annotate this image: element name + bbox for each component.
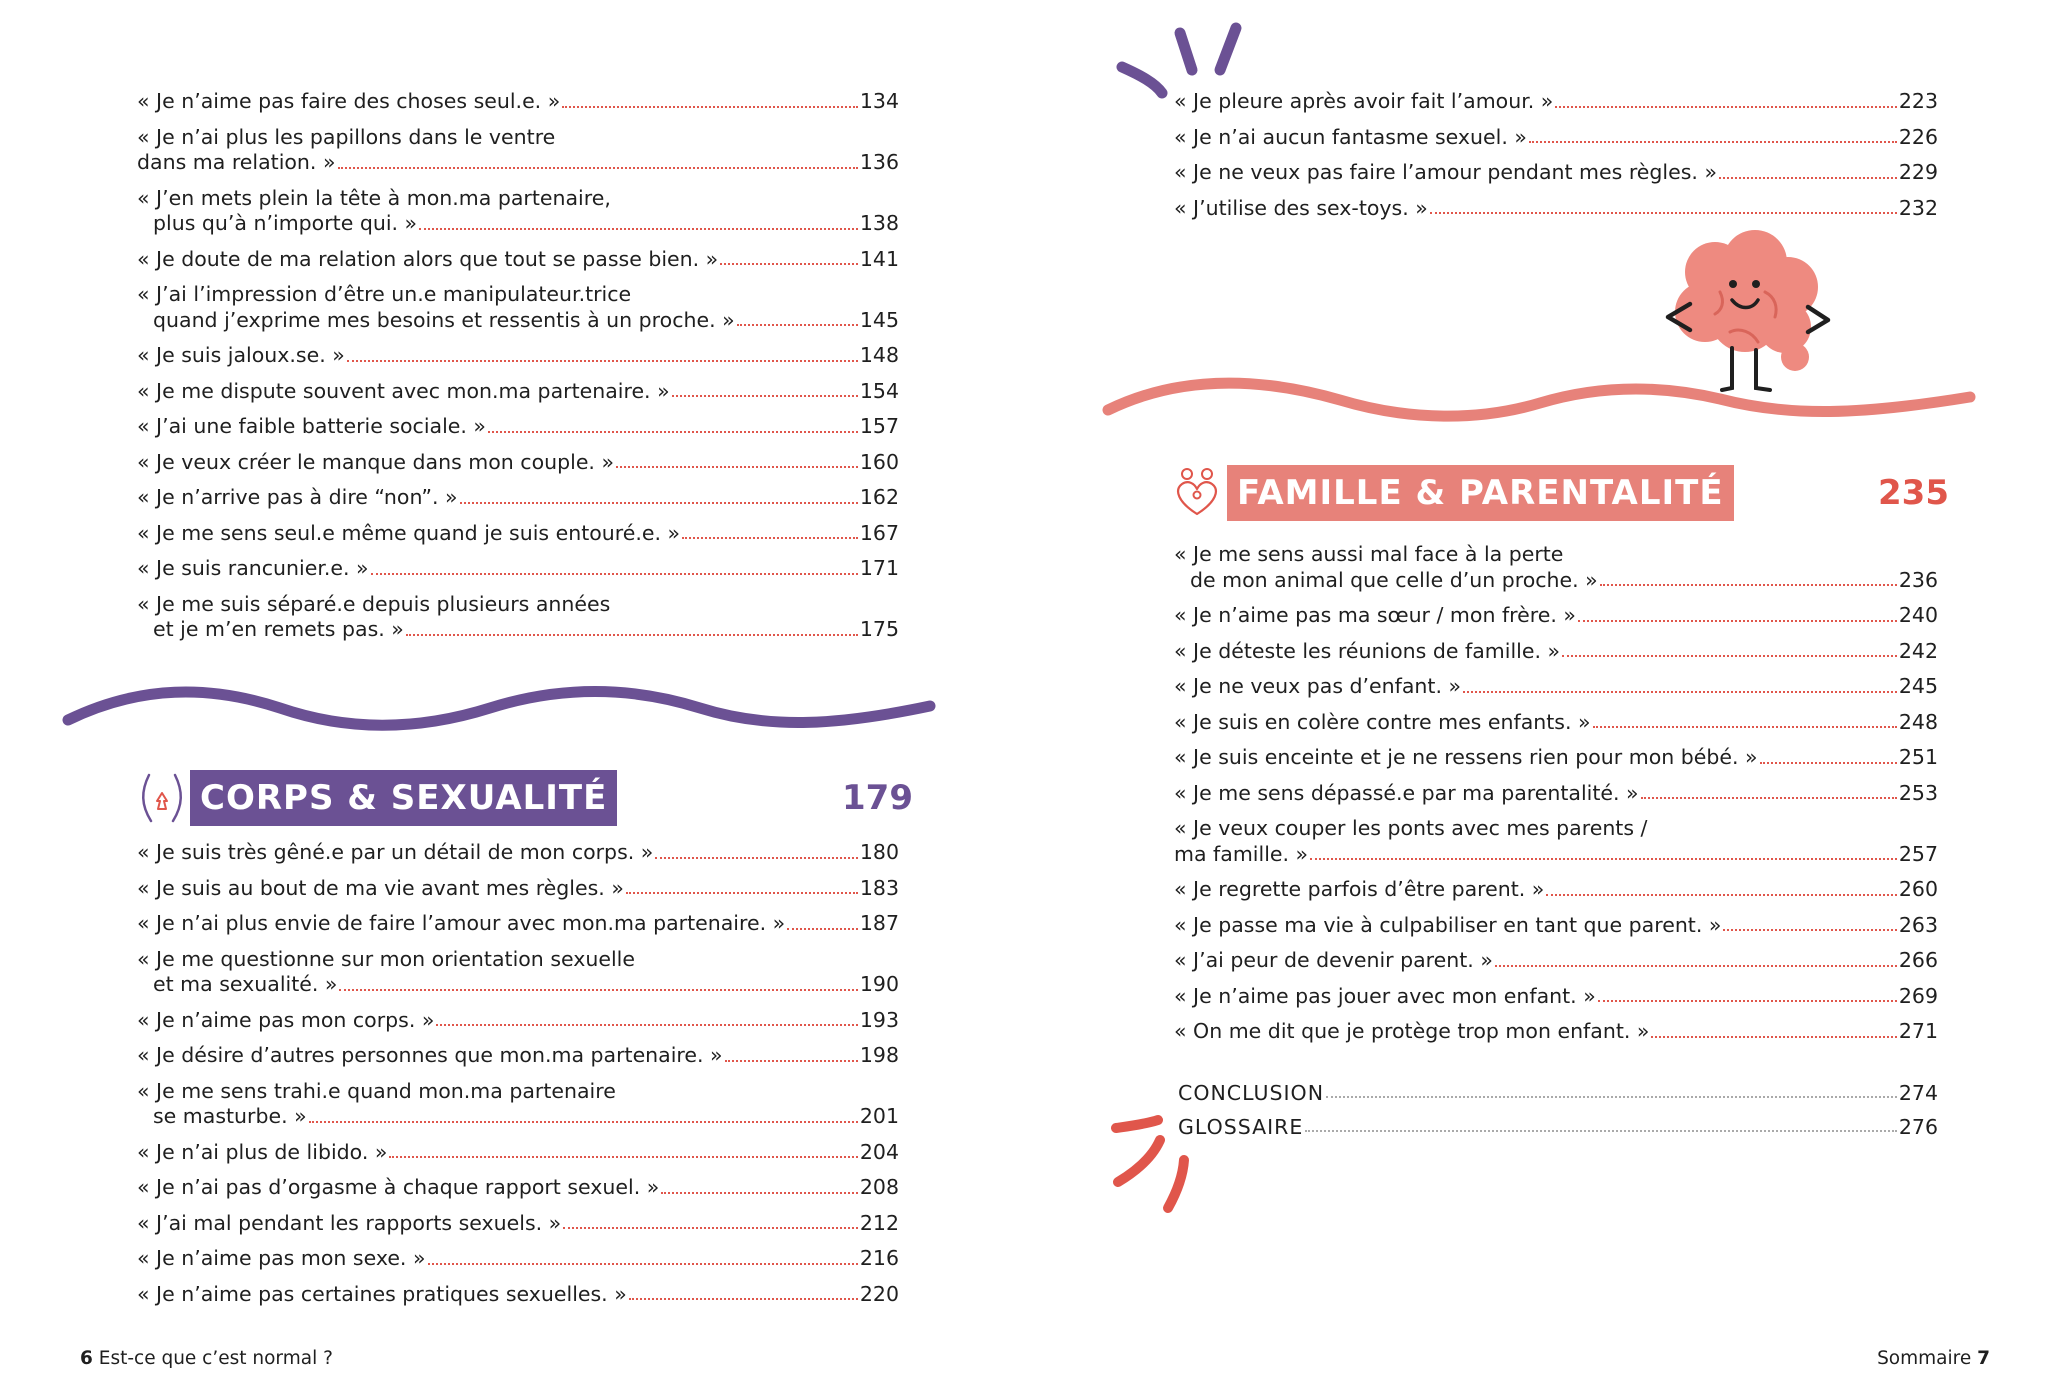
body-silhouette-icon — [137, 771, 187, 825]
page-number: 141 — [859, 246, 899, 271]
page-number: 204 — [859, 1139, 899, 1164]
toc-entry[interactable]: « Je désire d’autres personnes que mon.ma partenaire. » 198 — [137, 1043, 899, 1067]
page-number: 263 — [1898, 912, 1938, 937]
page-number: 240 — [1898, 603, 1938, 627]
purple-wave-divider — [60, 680, 940, 740]
book-title: Est-ce que c’est normal ? — [98, 1348, 333, 1369]
toc-entry[interactable]: « J’ai peur de devenir parent. » 266 — [1174, 948, 1938, 972]
toc-entry-conclusion[interactable]: CONCLUSION 274 — [1178, 1081, 1938, 1105]
toc-entry[interactable]: « Je veux créer le manque dans mon couple. » 160 — [137, 449, 899, 474]
toc-entry[interactable]: « On me dit que je protège trop mon enfant. » 271 — [1174, 1019, 1938, 1043]
toc-entry[interactable]: « Je suis jaloux.se. » 148 — [137, 343, 899, 367]
page-number: 198 — [859, 1043, 899, 1067]
page-number: 167 — [859, 520, 899, 545]
toc-entry[interactable]: « Je passe ma vie à culpabiliser en tant que parent. » 263 — [1174, 912, 1938, 937]
toc-entry[interactable]: « Je suis enceinte et je ne ressens rien pour mon bébé. » 251 — [1174, 745, 1938, 769]
toc-entry[interactable]: « Je me sens seul.e même quand je suis entouré.e. » 167 — [137, 520, 899, 545]
page-number: 266 — [1898, 948, 1938, 972]
toc-entry[interactable]: « Je me sens dépassé.e par ma parentalité. » 253 — [1174, 780, 1938, 805]
toc-entry[interactable]: « J’ai mal pendant les rapports sexuels. » 212 — [137, 1210, 899, 1235]
section-page-number: 179 — [842, 778, 913, 818]
toc-famille — [1174, 542, 1938, 1045]
coral-wave-divider — [1100, 375, 1980, 435]
toc-corps-continued — [1174, 89, 1938, 221]
section-name: Sommaire — [1877, 1348, 1972, 1369]
toc-entry[interactable]: « Je n’ai plus envie de faire l’amour avec mon.ma partenaire. » 187 — [137, 911, 899, 935]
toc-entry[interactable]: « Je suis rancunier.e. » 171 — [137, 556, 899, 580]
page-number: 271 — [1898, 1019, 1938, 1043]
page-number: 201 — [859, 1104, 899, 1128]
toc-relationships — [137, 89, 899, 643]
toc-entry[interactable]: « J’ai l’impression d’être un.e manipulateur.trice quand j’exprime mes besoins et ressentis à un proche. » 145 — [137, 282, 899, 332]
toc-corps — [137, 840, 899, 1307]
toc-entry[interactable]: « Je suis au bout de ma vie avant mes règles. » 183 — [137, 875, 899, 900]
brain-mascot-icon — [1660, 232, 1840, 397]
page-number: 269 — [1898, 983, 1938, 1008]
toc-entry[interactable]: « Je n’ai aucun fantasme sexuel. » 226 — [1174, 124, 1938, 149]
page-number: 242 — [1898, 638, 1938, 663]
toc-entry[interactable]: « Je n’aime pas mon sexe. » 216 — [137, 1246, 899, 1270]
page-number: 138 — [859, 211, 899, 235]
page-number: 245 — [1898, 674, 1938, 698]
toc-entry[interactable]: « Je n’aime pas faire des choses seul.e. » 134 — [137, 89, 899, 113]
page-number: 190 — [859, 972, 899, 996]
toc-entry[interactable]: « J’utilise des sex-toys. » 232 — [1174, 195, 1938, 220]
toc-entry[interactable]: « J’ai une faible batterie sociale. » 157 — [137, 414, 899, 438]
toc-entry[interactable]: « Je me questionne sur mon orientation sexuelle et ma sexualité. » 190 — [137, 946, 899, 996]
toc-entry[interactable]: « Je n’ai pas d’orgasme à chaque rapport sexuel. » 208 — [137, 1175, 899, 1199]
section-page-number: 235 — [1878, 473, 1949, 513]
toc-entry[interactable]: « Je me sens trahi.e quand mon.ma partenaire se masturbe. » 201 — [137, 1078, 899, 1128]
toc-entry[interactable]: « Je n’arrive pas à dire “non”. » 162 — [137, 485, 899, 509]
page-number: 162 — [859, 485, 899, 509]
page-number-right: 7 — [1977, 1348, 1990, 1369]
toc-entry[interactable]: « Je suis très gêné.e par un détail de mon corps. » 180 — [137, 840, 899, 864]
page-number: 248 — [1898, 709, 1938, 734]
toc-entry[interactable]: « Je suis en colère contre mes enfants. » 248 — [1174, 709, 1938, 734]
section-title: FAMILLE & PARENTALITÉ — [1227, 465, 1734, 521]
page-number: 183 — [859, 875, 899, 900]
page-number: 260 — [1898, 877, 1938, 901]
toc-entry[interactable]: « Je me dispute souvent avec mon.ma partenaire. » 154 — [137, 378, 899, 403]
page-number: 274 — [1898, 1081, 1938, 1105]
purple-accent-strokes — [1110, 15, 1260, 95]
page-number: 157 — [859, 414, 899, 438]
family-heart-icon — [1172, 466, 1222, 520]
page-number: 226 — [1898, 124, 1938, 149]
left-footer — [80, 1348, 333, 1369]
page-number: 216 — [859, 1246, 899, 1270]
page-number: 136 — [859, 150, 899, 174]
page-number: 229 — [1898, 160, 1938, 184]
section-header-corps[interactable] — [137, 770, 617, 826]
page-number: 180 — [859, 840, 899, 864]
toc-entry-glossaire[interactable]: GLOSSAIRE 276 — [1178, 1115, 1938, 1139]
page-number: 175 — [859, 617, 899, 641]
page-number: 148 — [859, 343, 899, 367]
page-number: 134 — [859, 89, 899, 113]
toc-entry[interactable]: « Je veux couper les ponts avec mes parents / ma famille. » 257 — [1174, 816, 1938, 866]
toc-extras — [1178, 1081, 1938, 1139]
page-number: 232 — [1898, 195, 1938, 220]
page-number: 223 — [1898, 89, 1938, 113]
page-number: 257 — [1898, 841, 1938, 866]
toc-entry[interactable]: « Je n’aime pas mon corps. » 193 — [137, 1007, 899, 1032]
toc-entry[interactable]: « Je pleure après avoir fait l’amour. » 223 — [1174, 89, 1938, 113]
toc-entry[interactable]: « Je ne veux pas faire l’amour pendant mes règles. » 229 — [1174, 160, 1938, 184]
toc-entry[interactable]: « J’en mets plein la tête à mon.ma partenaire, plus qu’à n’importe qui. » 138 — [137, 185, 899, 235]
toc-entry[interactable]: « Je n’aime pas ma sœur / mon frère. » 240 — [1174, 603, 1938, 627]
page-number: 193 — [859, 1007, 899, 1032]
section-header-famille[interactable] — [1172, 465, 1734, 521]
page-number: 187 — [859, 911, 899, 935]
page-number: 145 — [859, 307, 899, 332]
toc-entry[interactable]: « Je n’ai plus de libido. » 204 — [137, 1139, 899, 1164]
toc-entry[interactable]: « Je n’ai plus les papillons dans le ventre dans ma relation. » 136 — [137, 124, 899, 174]
toc-entry[interactable]: « Je me suis séparé.e depuis plusieurs années et je m’en remets pas. » 175 — [137, 591, 899, 641]
toc-entry[interactable]: « Je ne veux pas d’enfant. » 245 — [1174, 674, 1938, 698]
page-number: 212 — [859, 1210, 899, 1235]
page-number-left: 6 — [80, 1348, 93, 1369]
section-title: CORPS & SEXUALITÉ — [190, 770, 617, 826]
toc-entry[interactable]: « Je n’aime pas jouer avec mon enfant. » 269 — [1174, 983, 1938, 1008]
page-number: 171 — [859, 556, 899, 580]
toc-entry[interactable]: « Je doute de ma relation alors que tout se passe bien. » 141 — [137, 246, 899, 271]
page-number: 160 — [859, 449, 899, 474]
page-number: 276 — [1898, 1115, 1938, 1139]
page-number: 208 — [859, 1175, 899, 1199]
page-number: 220 — [859, 1281, 899, 1306]
right-footer — [1877, 1348, 1990, 1369]
page-number: 154 — [859, 378, 899, 403]
page-number: 251 — [1898, 745, 1938, 769]
toc-entry[interactable]: « Je n’aime pas certaines pratiques sexuelles. » 220 — [137, 1281, 899, 1306]
toc-entry[interactable]: « Je me sens aussi mal face à la perte de mon animal que celle d’un proche. » 236 — [1174, 542, 1938, 592]
page-number: 253 — [1898, 780, 1938, 805]
toc-entry[interactable]: « Je déteste les réunions de famille. » 242 — [1174, 638, 1938, 663]
page-number: 236 — [1898, 567, 1938, 592]
toc-entry[interactable]: « Je regrette parfois d’être parent. » 260 — [1174, 877, 1938, 901]
